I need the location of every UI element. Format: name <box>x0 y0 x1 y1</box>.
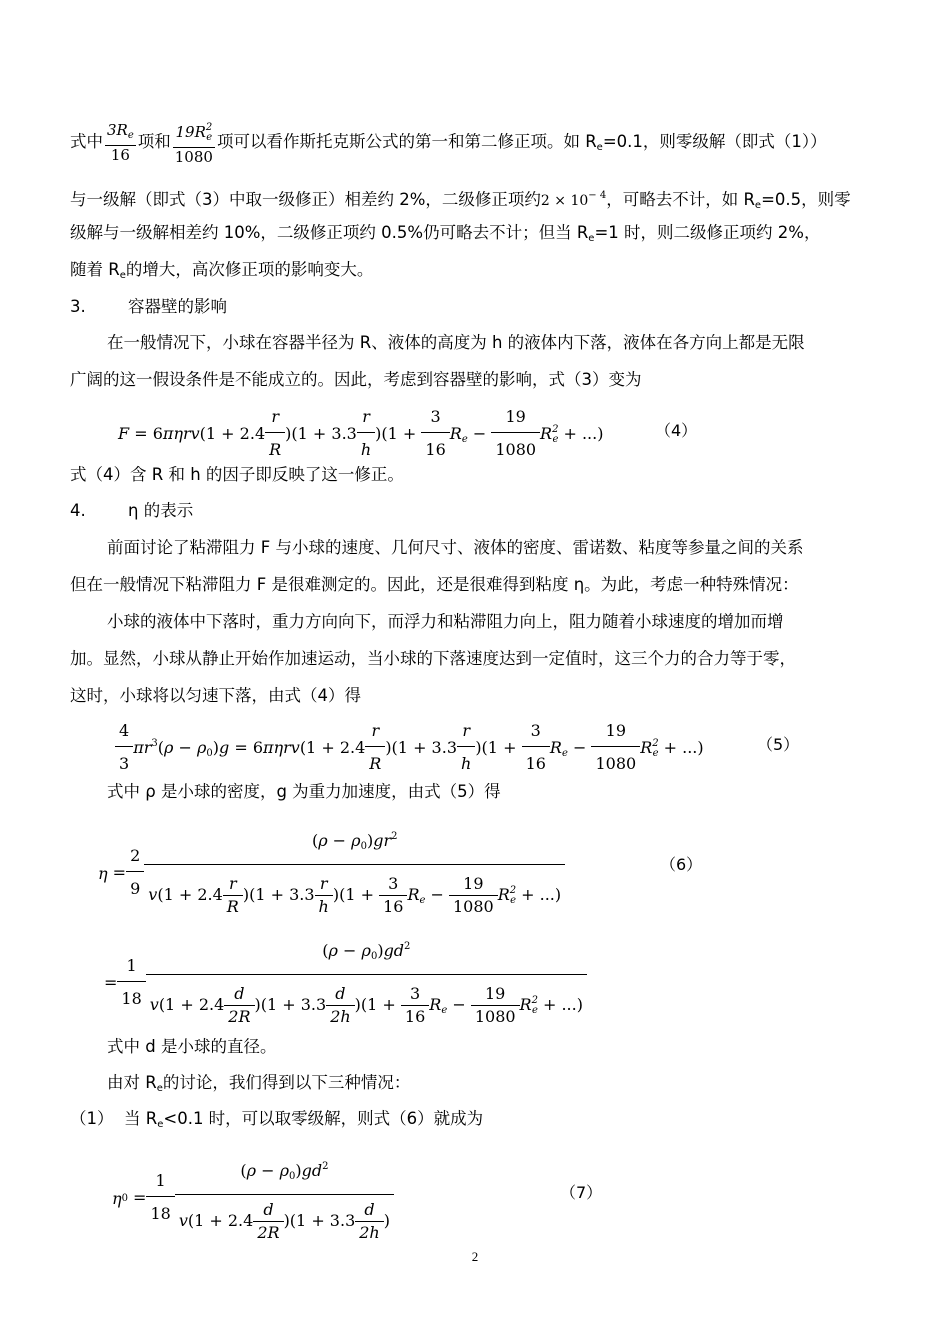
equation-5-number: （5） <box>757 735 800 754</box>
paragraph-line-13: 式中 ρ 是小球的密度，g 为重力加速度，由式（5）得 <box>107 782 501 801</box>
page-number: 2 <box>471 1249 479 1264</box>
equation-4-number: （4） <box>655 421 698 440</box>
paragraph-line-12: 这时，小球将以匀速下落，由式（4）得 <box>70 686 361 705</box>
equation-7-number: （7） <box>560 1183 603 1202</box>
equation-6-a: η = $\frac{2}{9}$ $(\rho - \rho_0)gr^2$ v(1 + 2.4 $\frac{r}{R}$ )(1 + 3.3 $\frac{r}{h}$ )(1 + $\frac{3}{16}$ $R_e$ − $\frac{19}{1080}$ $R^2_e$ + ...) <box>98 820 565 927</box>
paragraph-line-1: 式中 $\frac{3R_e}{16}$ 项和 $\frac{19R^2_e}{1080}$ 项可以看作斯托克斯公式的第一和第二修正项。如 $R_e=0.1$，则零级解（即式（1）） <box>70 118 882 167</box>
paragraph-line-9: 但在一般情况下粘滞阻力 F 是很难测定的。因此，还是很难得到粘度 η。为此，考虑一种特殊情况： <box>70 575 799 594</box>
paragraph-line-5: 在一般情况下，小球在容器半径为 R、液体的高度为 h 的液体内下落，液体在各方向上都是无限 <box>107 333 805 352</box>
paragraph-line-6: 广阔的这一假设条件是不能成立的。因此，考虑到容器壁的影响，式（3）变为 <box>70 370 642 389</box>
document-page: 式中 $\frac{3R_e}{16}$ 项和 $\frac{19R^2_e}{1080}$ 项可以看作斯托克斯公式的第一和第二修正项。如 $R_e=0.1$，则零级解（即式（1）） 与一级解（即式（3）中取一级修正）相差约 2%，二级修正项约$2 \times 10^{- 4}$，可略去不计，如 $R_e=0.5$，则零 级解与一级解相差约 10%，二级修正项约 0.5%仍可略去不计；但当 $R_e=1$ 时，则二级修正项约 2%， 随着 $R_e$的增大，高次修正项的影响变大。 3. 容器壁的影响 在一般情况下，小球在容器半径为 R、液体的高度为 h 的液体内下落，液体在各方向上都是无限 广阔的这一假设条件是不能成立的。因此，考虑到容器壁的影响，式（3）变为 F = 6πηrv(1 + 2.4 $\frac{r}{R}$ )(1 + 3.3 $\frac{r}{h}$ )(1 + $\frac{3}{16}$ $R_e$ − $\frac{19}{1080}$ $R^2_e$ + ...) （4） 式（4）含 R 和 h 的因子即反映了这一修正。 4. η 的表示 前面讨论了粘滞阻力 F 与小球的速度、几何尺寸、液体的密度、雷诺数、粘度等参量之间的关系 但在一般情况下粘滞阻力 F 是很难测定的。因此，还是很难得到粘度 η。为此，考虑一种特殊情况： 小球的液体中下落时，重力方向向下，而浮力和粘滞阻力向上，阻力随着小球速度的增加而增 加。显然，小球从静止开始作加速运动，当小球的下落速度达到一定值时，这三个力的合力等于零， 这时，小球将以匀速下落，由式（4）得 $\frac{4}{3}$ $\pi r^3(\rho - \rho_0)g = 6\pi\eta rv(1 + 2.4$ $\frac{r}{R}$ )(1 + 3.3 $\frac{r}{h}$ )(1 + $\frac{3}{16}$ $R_e$ − $\frac{19}{1080}$ $R^2_e$ + ...) （5） 式中 ρ 是小球的密度，g 为重力加速度，由式（5）得 η = $\frac{2}{9}$ $(\rho - \rho_0)gr^2$ v(1 + 2.4 $\frac{r}{R}$ )(1 + 3.3 $\frac{r}{h}$ )(1 + $\frac{3}{16}$ $R_e$ − $\frac{19}{1080}$ $R^2_e$ + ...) （6） = $\frac{1}{18}$ $(\rho - \rho_0)gd^2$ v(1 + 2.4 $\frac{d}{2R}$ )(1 + 3.3 $\frac{d}{2h}$ )(1 + $\frac{3}{16}$ $R_e$ − $\frac{19}{1080}$ $R^2_e$ + ...) 式中 d 是小球的直径。 由对 $R_e$的讨论，我们得到以下三种情况： （1） 当 $R_e<0.1$ 时，可以取零级解，则式（6）就成为 η0 = $\frac{1}{18}$ $(\rho - \rho_0)gd^2$ v(1 + 2.4 $\frac{d}{2R}$ )(1 + 3.3 $\frac{d}{2h}$ ) （7） 2 <box>0 0 950 1344</box>
fraction-3re-16: $\frac{3R_e}{16}$ <box>107 120 134 164</box>
paragraph-line-4: 随着 $R_e$的增大，高次修正项的影响变大。 <box>70 260 374 281</box>
equation-4: F = 6πηrv(1 + 2.4 $\frac{r}{R}$ )(1 + 3.3 $\frac{r}{h}$ )(1 + $\frac{3}{16}$ $R_e$ − $\frac{19}{1080}$ $R^2_e$ + ...) <box>118 402 603 467</box>
paragraph-line-16: （1） 当 $R_e<0.1$ 时，可以取零级解，则式（6）就成为 <box>70 1109 484 1130</box>
fraction-19re2-1080: $\frac{19R^2_e}{1080}$ <box>173 118 215 167</box>
equation-5: $\frac{4}{3}$ $\pi r^3(\rho - \rho_0)g = 6\pi\eta rv(1 + 2.4$ $\frac{r}{R}$ )(1 + 3.3 $\frac{r}{h}$ )(1 + $\frac{3}{16}$ $R_e$ − $\frac{19}{1080}$ $R^2_e$ + ...) <box>115 716 704 781</box>
paragraph-line-11: 加。显然，小球从静止开始作加速运动，当小球的下落速度达到一定值时，这三个力的合力等于零， <box>70 649 796 668</box>
paragraph-line-2: 与一级解（即式（3）中取一级修正）相差约 2%，二级修正项约$2 \times 10^{- 4}$，可略去不计，如 $R_e=0.5$，则零 <box>70 190 851 211</box>
equation-6-number: （6） <box>660 855 703 874</box>
paragraph-line-3: 级解与一级解相差约 10%，二级修正项约 0.5%仍可略去不计；但当 $R_e=1$ 时，则二级修正项约 2%， <box>70 223 821 244</box>
paragraph-line-7: 式（4）含 R 和 h 的因子即反映了这一修正。 <box>70 465 404 484</box>
paragraph-line-14: 式中 d 是小球的直径。 <box>107 1037 277 1056</box>
paragraph-line-8: 前面讨论了粘滞阻力 F 与小球的速度、几何尺寸、液体的密度、雷诺数、粘度等参量之间的关系 <box>107 538 804 557</box>
paragraph-line-10: 小球的液体中下落时，重力方向向下，而浮力和粘滞阻力向上，阻力随着小球速度的增加而增 <box>107 612 784 631</box>
paragraph-line-15: 由对 $R_e$的讨论，我们得到以下三种情况： <box>107 1073 411 1094</box>
equation-7: η0 = $\frac{1}{18}$ $(\rho - \rho_0)gd^2$ v(1 + 2.4 $\frac{d}{2R}$ )(1 + 3.3 $\frac{d}{2h}$ ) <box>112 1150 394 1247</box>
equation-6-b: = $\frac{1}{18}$ $(\rho - \rho_0)gd^2$ v(1 + 2.4 $\frac{d}{2R}$ )(1 + 3.3 $\frac{d}{2h}$ )(1 + $\frac{3}{16}$ $R_e$ − $\frac{19}{1080}$ $R^2_e$ + ...) <box>104 930 587 1037</box>
